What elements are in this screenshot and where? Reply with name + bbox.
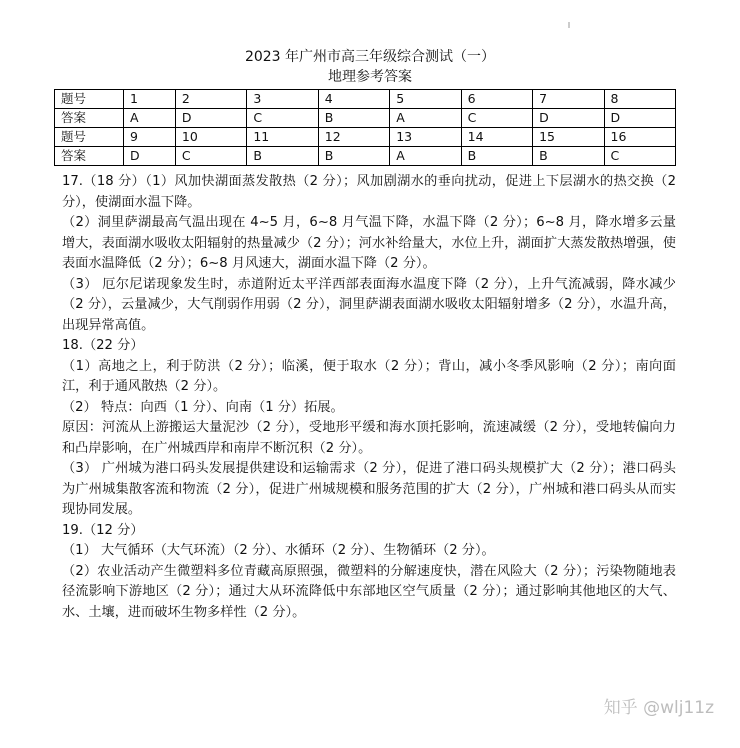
table-cell: B [461, 147, 532, 166]
paragraph-q17-1: 17.（18 分）（1）风加快湖面蒸发散热（2 分）；风加剧湖水的垂向扰动，促进上下层湖水的热交换（2 分），使湖面水温下降。 [62, 174, 676, 210]
table-row [55, 90, 676, 109]
table-cell: D [604, 109, 675, 128]
table-cell: 1 [124, 90, 176, 109]
table-cell: 6 [461, 90, 532, 109]
answer-table [54, 89, 676, 166]
table-row [55, 109, 676, 128]
table-cell: C [461, 109, 532, 128]
table-row-header: 答案 [55, 147, 124, 166]
table-cell: 12 [318, 128, 389, 147]
table-cell: 10 [175, 128, 246, 147]
table-row [55, 128, 676, 147]
table-row-header: 题号 [55, 128, 124, 147]
table-cell: B [318, 109, 389, 128]
table-cell: 9 [124, 128, 176, 147]
watermark: 知乎 @wlj11z [603, 698, 714, 718]
table-cell: C [247, 109, 318, 128]
table-cell: 7 [533, 90, 604, 109]
table-cell: 4 [318, 90, 389, 109]
paragraph-q18-heading: 18.（22 分） [62, 338, 144, 353]
table-cell: 2 [175, 90, 246, 109]
table-cell: A [390, 147, 461, 166]
table-cell: A [390, 109, 461, 128]
table-cell: 15 [533, 128, 604, 147]
document-title: 2023 年广州市高三年级综合测试（一） [244, 49, 496, 65]
table-cell: 16 [604, 128, 675, 147]
paragraph-q18-2-reason: 原因：河流从上游搬运大量泥沙（2 分），受地形平缓和海水顶托影响，流速减缓（2 分），受地转偏向力和凸岸影响，在广州城西岸和南岸不断沉积（2 分）。 [62, 420, 676, 456]
table-cell: 13 [390, 128, 461, 147]
paragraph-q19-heading: 19.（12 分） [62, 522, 144, 538]
table-row-header: 答案 [55, 109, 124, 128]
paragraph-q19-1: （1） 大气循环（大气环流）（2 分）、水循环（2 分）、生物循环（2 分）。 [62, 543, 495, 558]
table-cell: 11 [247, 128, 318, 147]
table-cell: 14 [461, 128, 532, 147]
paragraph-q18-3: （3） 广州城为港口码头发展提供建设和运输需求（2 分），促进了港口码头规模扩大（2 分）；港口码头为广州城集散客流和物流（2 分），促进广州城规模和服务范围的扩大（2 分），广州城和港口码头从而实现协同发展。 [62, 461, 676, 517]
table-cell: D [533, 109, 604, 128]
table-cell: D [175, 109, 246, 128]
paragraph-q19-2: （2）农业活动产生微塑料多位青藏高原照强，微塑料的分解速度快，潜在风险大（2 分）；污染物随地表径流影响下游地区（2 分）；通过大从环流降低中东部地区空气质量（2 分）；通过影响其他地区的大气、水、土壤，进而破坏生物多样性（2 分）。 [62, 563, 676, 620]
paragraph-q18-2: （2） 特点：向西（1 分）、向南（1 分）拓展。 [62, 399, 344, 415]
table-cell: B [533, 147, 604, 166]
table-cell: D [124, 147, 176, 166]
scan-mark [568, 22, 570, 28]
answer-text [62, 172, 676, 623]
table-cell: C [604, 147, 675, 166]
paragraph-q17-3: （3） 厄尔尼诺现象发生时，赤道附近太平洋西部表面海水温度下降（2 分），上升气流减弱，降水减少（2 分），云量减少，大气削弱作用弱（2 分），洞里萨湖表面湖水吸收太阳辐射增多（2 分），水温升高，出现异常高值。 [62, 276, 676, 333]
paragraph-q18-1: （1）高地之上，利于防洪（2 分）；临溪，便于取水（2 分）；背山，减小冬季风影响（2 分）；南向面江，利于通风散热（2 分）。 [62, 358, 676, 394]
table-cell: A [124, 109, 176, 128]
table-row-header: 题号 [55, 90, 124, 109]
table-cell: C [175, 147, 246, 166]
table-cell: 5 [390, 90, 461, 109]
table-row [55, 147, 676, 166]
table-cell: 8 [604, 90, 675, 109]
paragraph-q17-2: （2）洞里萨湖最高气温出现在 4~5 月，6~8 月气温下降，水温下降（2 分）；6~8 月，降水增多云量增大，表面湖水吸收太阳辐射的热量减少（2 分）；河水补给量大，水位上升，湖面扩大蒸发散热增强，使表面水温降低（2 分）；6~8 月风速大，湖面水温下降（2 分）。 [62, 215, 676, 271]
table-cell: B [247, 147, 318, 166]
document-subtitle: 地理参考答案 [328, 69, 412, 85]
table-cell: B [318, 147, 389, 166]
table-cell: 3 [247, 90, 318, 109]
